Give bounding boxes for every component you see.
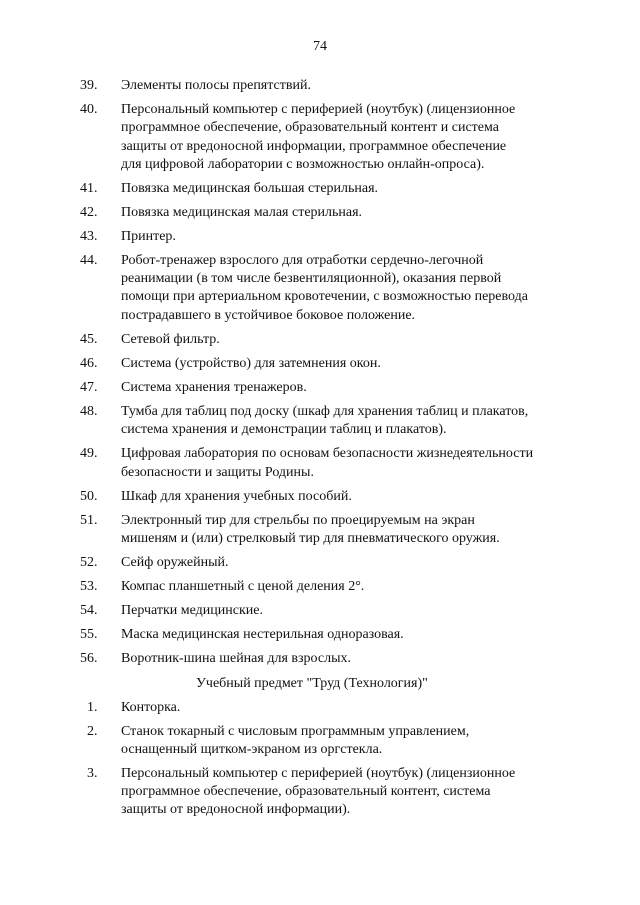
item-text: Система хранения тренажеров. (121, 379, 307, 395)
page-number: 74 (313, 39, 327, 54)
list-item (80, 180, 580, 198)
item-text-line: для цифровой лаборатории с возможностью онлайн-опроса). (121, 156, 485, 172)
item-text: Компас планшетный с ценой деления 2°. (121, 579, 365, 595)
item-text (121, 512, 580, 548)
item-text (121, 723, 580, 759)
item-number: 55. (80, 627, 98, 643)
item-text: Принтер. (121, 228, 176, 244)
item-text: Маска медицинская нестерильная одноразовая. (121, 627, 404, 643)
item-text-line: безопасности и защиты Родины. (121, 464, 314, 480)
item-text: Шкаф для хранения учебных пособий. (121, 488, 352, 504)
item-text-line: защиты от вредоносной информации). (121, 802, 351, 818)
item-text-line: пострадавшего в устойчивое боковое положение. (121, 307, 416, 323)
list-item (80, 650, 580, 668)
list-item (80, 379, 580, 397)
item-text-line: Цифровая лаборатория по основам безопасности жизнедеятельности (121, 446, 534, 462)
item-text-line: Тумба для таблиц под доску (шкаф для хранения таблиц и плакатов, (121, 404, 529, 420)
list-item (80, 252, 580, 325)
item-text: Повязка медицинская малая стерильная. (121, 204, 363, 220)
item-number: 3. (87, 766, 98, 781)
list-item (80, 228, 580, 246)
list-item (80, 554, 580, 572)
item-number: 40. (80, 102, 98, 118)
equipment-list (80, 77, 580, 826)
item-text (121, 445, 580, 481)
item-text-line: система хранения и демонстрации таблиц и плакатов). (121, 422, 447, 438)
item-number: 46. (80, 355, 98, 371)
list-item (80, 626, 580, 644)
item-number: 42. (80, 204, 98, 220)
item-number: 1. (87, 699, 98, 715)
list-item (80, 488, 580, 506)
list-item (80, 77, 580, 95)
item-text (121, 252, 580, 325)
list-item (80, 699, 580, 717)
list-item (80, 765, 580, 820)
item-number: 43. (80, 228, 98, 244)
item-number: 56. (80, 651, 98, 667)
item-text: Перчатки медицинские. (121, 603, 263, 619)
item-text-line: помощи при артериальном кровотечении, с возможностью перевода (121, 289, 528, 305)
item-text-line: программное обеспечение, образовательный контент и система (121, 120, 499, 136)
item-number: 45. (80, 331, 98, 347)
item-text-line: Робот-тренажер взрослого для отработки сердечно-легочной (121, 253, 484, 269)
item-text-line: Персональный компьютер с периферией (ноутбук) (лицензионное (121, 102, 516, 118)
item-text-line: Электронный тир для стрельбы по проецируемым на экран (121, 512, 475, 528)
item-text-line: программное обеспечение, образовательный контент, система (121, 784, 491, 800)
item-number: 41. (80, 180, 98, 196)
item-text-line: Персональный компьютер с периферией (ноутбук) (лицензионное (121, 766, 516, 781)
item-number: 53. (80, 579, 98, 595)
item-number: 49. (80, 446, 98, 462)
list-item (80, 403, 580, 439)
list-item (80, 101, 580, 174)
item-text: Повязка медицинская большая стерильная. (121, 180, 379, 196)
list-item (80, 578, 580, 596)
item-number: 48. (80, 404, 98, 420)
list-item (80, 331, 580, 349)
item-number: 50. (80, 488, 98, 504)
item-text-line: реанимации (в том числе безвентиляционной), оказания первой (121, 271, 502, 287)
item-text: Конторка. (121, 699, 181, 715)
item-text: Система (устройство) для затемнения окон. (121, 355, 381, 371)
item-number: 52. (80, 555, 98, 571)
item-text-line: Станок токарный с числовым программным управлением, (121, 723, 470, 739)
item-text (121, 403, 580, 439)
list-item (80, 512, 580, 548)
item-text (121, 101, 580, 174)
item-text: Воротник-шина шейная для взрослых. (121, 651, 351, 667)
list-item (80, 204, 580, 222)
item-number: 2. (87, 723, 98, 739)
item-number: 51. (80, 512, 98, 528)
item-text-line: оснащенный щитком-экраном из оргстекла. (121, 741, 383, 757)
item-text: Сейф оружейный. (121, 555, 229, 571)
item-text: Сетевой фильтр. (121, 331, 220, 347)
item-number: 54. (80, 603, 98, 619)
item-text (121, 765, 580, 820)
list-item (80, 445, 580, 481)
item-text-line: мишеням и (или) стрелковый тир для пневматического оружия. (121, 530, 500, 546)
section-heading: Учебный предмет "Труд (Технология)" (196, 675, 428, 691)
item-number: 39. (80, 78, 98, 93)
list-item (80, 723, 580, 759)
list-item (80, 602, 580, 620)
item-number: 44. (80, 253, 98, 269)
item-text-line: защиты от вредоносной информации, программное обеспечение (121, 138, 507, 154)
item-text: Элементы полосы препятствий. (121, 78, 311, 93)
item-number: 47. (80, 379, 98, 395)
list-item (80, 355, 580, 373)
